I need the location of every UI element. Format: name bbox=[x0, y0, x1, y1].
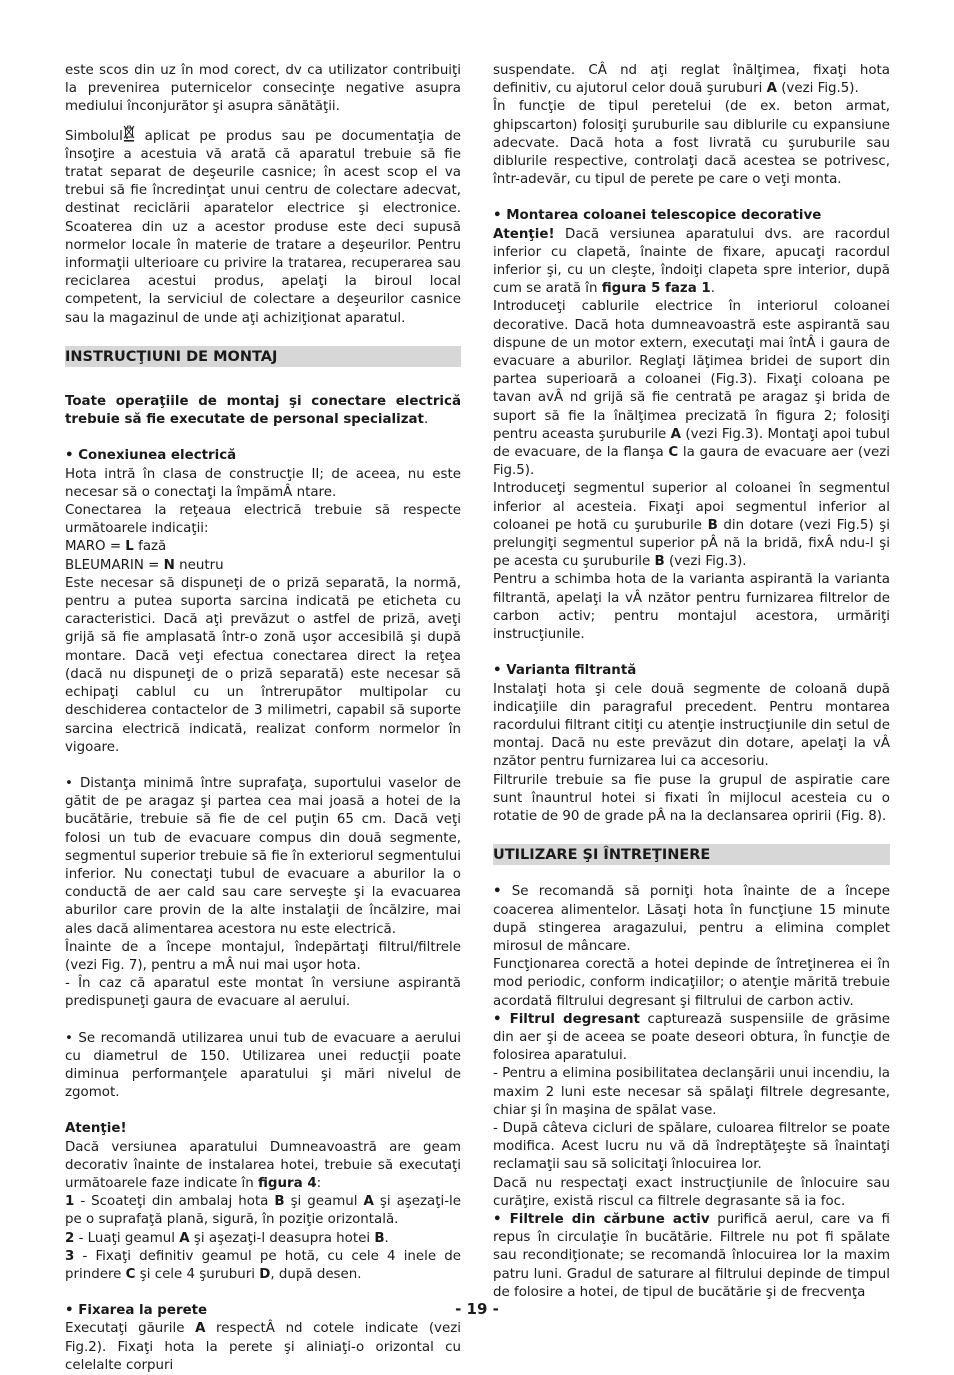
paragraph: • Se recomandă să porniţi hota înainte de a începe coacerea alimentelor. Lăsaţi hota în funcţiune 15 minute după stingerea aragazului, pentru a elimina complet mirosul de mâncare. bbox=[493, 884, 890, 954]
paragraph: Conectarea la reţeaua electrică trebuie să respecte următoarele indicaţii: bbox=[65, 503, 461, 537]
paragraph: BLEUMARIN = N neutru bbox=[65, 557, 224, 573]
paragraph: Pentru a schimba hota de la varianta aspirantă la varianta filtrantă, apelaţi la vÂ nzător pentru furnizarea filtrelor de carbon activ; pentru montajul acestora, urmăriţi instrucţiunile. bbox=[493, 572, 890, 643]
paragraph-weee: Simbolul aplicat pe produs sau pe documentaţia de însoţire a acestuia vă arată că aparatul trebuie să fie tratat separat de deşeurile casnice; în acest scop el va trebui să fie încredinţat unui centru de colectare adecvat, destinat reciclării aparatelor electrice şi electronice. Scoaterea din uz a acestor produse este deci supusă normelor locale în materie de tratare a deşeurilor. Pentru informaţii ulterioare cu privire la tratarea, recuperarea sau reciclarea acestui produs, apelaţi la biroul local competent, la serviciul de colectare a deşeurilor casnice sau la magazinul de unde aţi achiziţionat aparatul. bbox=[65, 125, 461, 328]
paragraph: • Distanţa minimă între suprafaţa, suportului vaselor de gătit de pe aragaz şi partea cea mai joasă a hotei de la bucătărie, trebuie să fie de cel puţin 65 cm. Dacă veţi folosi un tub de evacuare compus din două segmente, segmentul superior trebuie să fie în exteriorul segmentului inferior. Nu conectaţi tubul de evacuare a aburilor la o conductă de aer cald sau care serveşte şi la evacuarea aburilor care provin de la alte instalaţii de încălzire, mai ales dacă alimentarea acestora nu este electrică. bbox=[65, 775, 461, 937]
paragraph: În funcţie de tipul peretelui (de ex. beton armat, ghipscarton) folosiţi şuruburile sau diblurile cu expansiune adecvate. Dacă hota a fost livrată cu şuruburile sau diblurile respective, controlaţi dacă acestea se potrivesc, într-adevăr, cu tipul de perete pe care o veţi monta. bbox=[493, 99, 890, 188]
subheading-electrical: • Conexiunea electrică bbox=[65, 448, 237, 464]
left-column bbox=[65, 62, 461, 1375]
paragraph: - Pentru a elimina posibilitatea declanşării unui incendiu, la maxim 2 luni este necesar să spălaţi filtrele degresante, chiar şi în maşina de spălat vase. bbox=[493, 1066, 890, 1118]
crossed-out-wheelie-bin-icon bbox=[123, 125, 135, 142]
section-heading-usage-maintenance: UTILIZARE ŞI ÎNTREŢINERE bbox=[493, 844, 890, 865]
paragraph: Funcţionarea corectă a hotei depinde de întreţinerea ei în mod periodic, conform indicaţiilor; o atenţie mărită trebuie acordată filtrului degresant şi filtrului de carbon activ. bbox=[493, 957, 890, 1009]
paragraph: suspendate. CÂ nd aţi reglat înălţimea, fixaţi hota definitiv, cu ajutorul celor două şuruburi A (vezi Fig.5). bbox=[493, 63, 890, 97]
paragraph: Introduceţi cablurile electrice în interiorul coloanei decorative. Dacă hota dumneavoastră este aspirantă sau dispune de un motor extern, executaţi mai întÂ i gaura de evacuare a aburilor. Reglaţi lăţimea bridei de suport din partea superioară a coloanei (Fig.3). Fixaţi coloana pe tavan avÂ nd grijă să fie centrată pe aragaz şi brida de suport să fie la înălţimea precizată în figura 2; folosiţi pentru aceasta şuruburile A (vezi Fig.3). Montaţi apoi tubul de evacuare, de la flanşa C la gaura de evacuare aer (vezi Fig.5). bbox=[493, 299, 890, 479]
paragraph: • Filtrele din cărbune activ purifică aerul, care va fi repus în circulaţie în bucătărie. Filtrele nu pot fi spălate sau recondiţionate; se recomandă înlocuirea lor la maxim patru luni. Gradul de saturare al filtrului depinde de timpul de folosire a hotei, de tipul de bucătărie şi de frecvenţa bbox=[493, 1211, 890, 1300]
page-number: - 19 - bbox=[455, 1300, 499, 1318]
paragraph: MARO = L fază bbox=[65, 539, 167, 555]
paragraph: Filtrurile trebuie sa fie puse la grupul de aspiratie care sunt înauntrul hotei si fixati în mijlocul acesteia cu o rotatie de 90 de grade pÂ na la declansarea opririi (Fig. 8). bbox=[493, 772, 890, 824]
paragraph: Atenţie! Dacă versiunea aparatului dvs. are racordul inferior cu clapetă, înainte de fixare, apucaţi racordul inferior şi, cu un cleşte, îndoiţi clapeta spre interior, după cum se arată în figura 5 faza 1. bbox=[493, 226, 890, 297]
paragraph: • Se recomandă utilizarea unui tub de evacuare a aerului cu diametrul de 150. Utilizarea unei reducţii poate diminua performanţele aparatului şi mări nivelul de zgomot. bbox=[65, 1030, 461, 1101]
paragraph: Instalaţi hota şi cele două segmente de coloană după indicaţiile din paragraful precedent. Pentru montarea racordului filtrant citiţi cu atenţie instrucţiunile din setul de montaj. Dacă nu este prevăzut din dotare, apelaţi la vÂ nzător pentru furnizarea lui ca accesoriu. bbox=[493, 681, 890, 770]
step-3: 3 - Fixaţi definitiv geamul pe hotă, cu cele 4 inele de prindere C şi cele 4 şuruburi D, după desen. bbox=[65, 1248, 461, 1282]
paragraph: - În caz că aparatul este montat în versiune aspirantă predispuneţi gaura de evacuare al aerului. bbox=[65, 976, 461, 1010]
paragraph: Introduceţi segmentul superior al coloanei în segmentul inferior al acesteia. Fixaţi apoi segmentul inferior al coloanei pe hotă cu şuruburile B din dotare (vezi Fig.5) şi prelungiţi segmentul superior pÂ nă la bridă, fixÂ ndu-l şi pe acesta cu şuruburile B (vezi Fig.3). bbox=[493, 481, 890, 570]
paragraph: • Filtrul degresant capturează suspensiile de grăsime din aer şi de aceea se poate deseori obtura, în funcţie de folosirea aparatului. bbox=[493, 1011, 890, 1064]
step-1: 1 - Scoateţi din ambalaj hota B şi geamul A şi aşezaţi-le pe o suprafaţă plană, sigură, în poziţie orizontală. bbox=[65, 1194, 461, 1228]
subheading-filter-version: • Varianta filtrantă bbox=[493, 663, 637, 679]
paragraph: Hota intră în clasa de construcţie II; de aceea, nu este necesar să o conectaţi la împămÂ ntare. bbox=[65, 466, 461, 500]
subheading-wall-mounting: • Fixarea la perete bbox=[65, 1303, 208, 1319]
paragraph: Executaţi găurile A respectÂ nd cotele indicate (vezi Fig.2). Fixaţi hota la perete şi aliniaţi-o orizontal cu celelalte corpuri bbox=[65, 1321, 461, 1373]
paragraph: Este necesar să dispuneţi de o priză separată, la normă, pentru a putea suporta sarcina indicată pe eticheta cu caracteristici. Dacă aţi prevăzut o astfel de priză, aveţi grijă să fie amplasată într-o zonă uşor accesibilă şi după montare. Dacă veţi efectua conectarea direct la reţea (dacă nu dispuneţi de o priză separată) este necesar să echipaţi cablul cu un întrerupător multipolar cu deschiderea contactelor de 3 milimetri, capabil să suporte sarcina electrică indicată, realizat conform normelor în vigoare. bbox=[65, 575, 461, 755]
paragraph: este scos din uz în mod corect, dv ca utilizator contribuiţi la prevenirea puternicelor consecinţe negative asupra mediului înconjurător şi asupra sănătăţii. bbox=[65, 63, 461, 115]
subheading-attention: Atenţie! bbox=[65, 1121, 127, 1137]
paragraph: Înainte de a începe montajul, îndepărtaţi filtrul/filtrele (vezi Fig. 7), pentru a mÂ nui mai uşor hota. bbox=[65, 939, 461, 973]
subheading-telescopic-column: • Montarea coloanei telescopice decorative bbox=[493, 208, 822, 224]
paragraph-warning: Toate operaţiile de montaj şi conectare electrică trebuie să fie executate de personal specializat. bbox=[65, 394, 461, 428]
paragraph: - După câteva cicluri de spălare, culoarea filtrelor se poate modifica. Acest lucru nu vă dă îndreptăţeşte să înaintaţi reclamaţii sau să solicitaţi înlocuirea lor. bbox=[493, 1120, 890, 1173]
step-2: 2 - Luaţi geamul A şi aşezaţi-l deasupra hotei B. bbox=[65, 1230, 389, 1246]
right-column bbox=[493, 62, 890, 1302]
paragraph: Dacă versiunea aparatului Dumneavoastră are geam decorativ înainte de instalarea hotei, trebuie să executaţi următoarele faze indicate în figura 4: bbox=[65, 1139, 461, 1191]
section-heading-installation: INSTRUCŢIUNI DE MONTAJ bbox=[65, 346, 461, 367]
paragraph: Dacă nu respectaţi exact instrucţiunile de înlocuire sau curăţire, există riscul ca filtrele degrasante să ia foc. bbox=[493, 1175, 890, 1209]
